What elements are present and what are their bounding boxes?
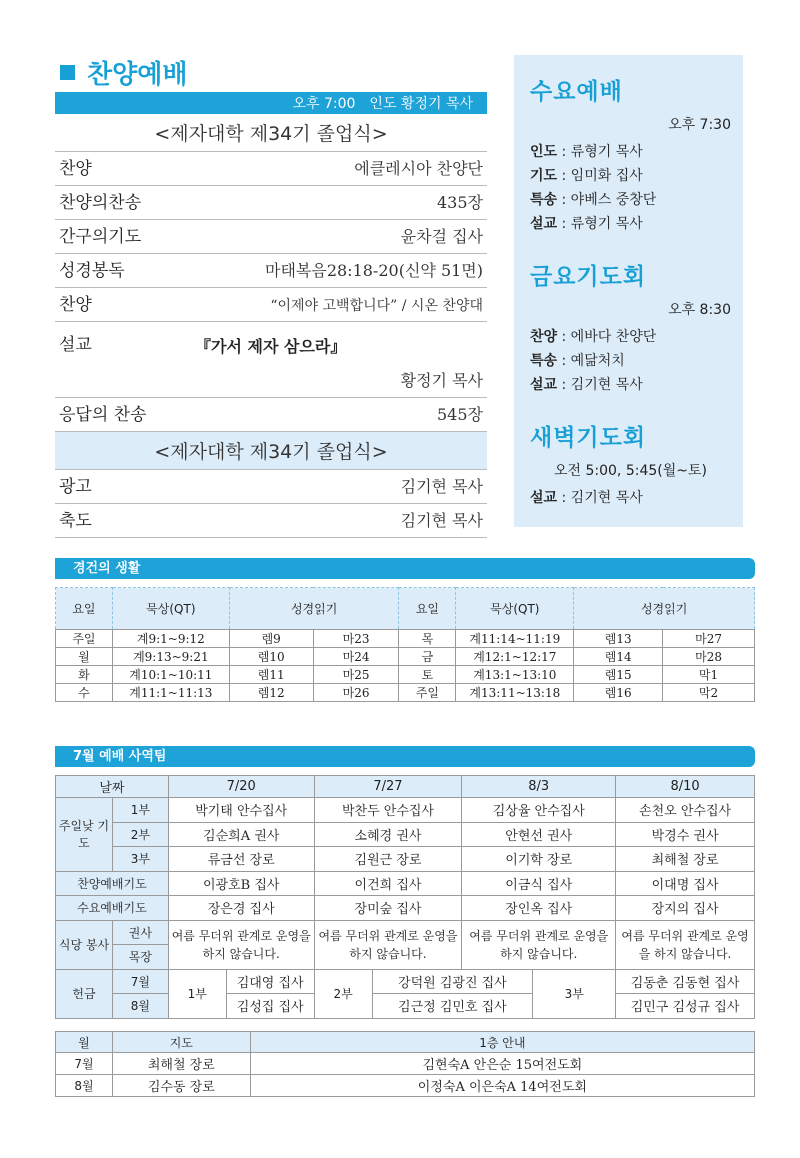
table-row <box>56 684 755 702</box>
table-header-row <box>56 776 755 798</box>
order-label: 찬양 <box>59 295 92 315</box>
sermon-label: 설교 <box>59 335 92 355</box>
meal-note: 여름 무더위 관계로 운영을 하지 않습니다. <box>616 920 755 969</box>
line-value: : 임미화 집사 <box>557 168 643 184</box>
order-row <box>55 152 487 186</box>
praise-time-bar <box>55 92 487 114</box>
wed-prayer-label: 수요예배기도 <box>56 896 169 921</box>
qt-cell: 계12:1~12:17 <box>456 648 574 666</box>
line-value: : 에바다 찬양단 <box>557 329 657 345</box>
order-value: 마태복음28:18-20(신약 51면) <box>265 261 483 280</box>
part-label: 2부 <box>112 822 168 847</box>
friday-line <box>530 373 733 397</box>
offering-cell: 김대영 집사 <box>226 969 314 994</box>
line-key: 찬양 <box>530 329 558 345</box>
day-cell: 목 <box>399 630 456 648</box>
graduation-banner-2: <제자대학 제34기 졸업식> <box>55 432 487 470</box>
prayer-cell: 소혜경 권사 <box>314 822 462 847</box>
reading-cell: 마27 <box>663 630 755 648</box>
prayer-cell: 박경수 권사 <box>616 822 755 847</box>
reading-cell: 렘12 <box>229 684 313 702</box>
sermon-title: 『가서 제자 삼으라』 <box>195 337 347 356</box>
order-value: 435장 <box>437 193 483 212</box>
wednesday-line <box>530 212 733 236</box>
day-cell: 주일 <box>56 630 113 648</box>
table-row <box>56 822 755 847</box>
col-guide: 지도 <box>112 1032 250 1053</box>
prayer-cell: 박찬두 안수집사 <box>314 798 462 823</box>
qt-cell: 계9:13~9:21 <box>112 648 229 666</box>
service-team-header: 7월 예배 사역팀 <box>55 746 755 767</box>
praise-worship-section <box>55 55 487 538</box>
prayer-cell: 류금선 장로 <box>168 847 314 872</box>
col-qt: 묵상(QT) <box>456 588 574 630</box>
guide-cell: 김수동 장로 <box>112 1075 250 1097</box>
reading-cell: 렘16 <box>574 684 663 702</box>
table-row <box>56 1075 755 1097</box>
reading-cell: 렘11 <box>229 666 313 684</box>
reading-cell: 마28 <box>663 648 755 666</box>
square-bullet-icon <box>60 65 75 80</box>
prayer-cell: 장지의 집사 <box>616 896 755 921</box>
meal-note: 여름 무더위 관계로 운영을 하지 않습니다. <box>314 920 462 969</box>
col-qt: 묵상(QT) <box>112 588 229 630</box>
prayer-cell: 이광호B 집사 <box>168 871 314 896</box>
table-header-row <box>56 588 755 630</box>
reading-cell: 막2 <box>663 684 755 702</box>
reading-cell: 마26 <box>313 684 399 702</box>
table-row <box>56 896 755 921</box>
offering-part: 2부 <box>314 969 372 1018</box>
floor-cell: 김현숙A 안은순 15여전도회 <box>250 1053 754 1075</box>
order-label: 찬양 <box>59 159 92 179</box>
col-day: 요일 <box>56 588 113 630</box>
reading-cell: 렘13 <box>574 630 663 648</box>
order-label: 응답의 찬송 <box>59 405 147 425</box>
table-header-row <box>56 1032 755 1053</box>
offering-month: 8월 <box>112 994 168 1019</box>
line-value: : 예닮처치 <box>557 353 625 369</box>
wednesday-time: 오후 7:30 <box>668 117 731 133</box>
prayer-cell: 최해철 장로 <box>616 847 755 872</box>
line-value: : 김기현 목사 <box>557 377 643 393</box>
wednesday-line <box>530 140 733 164</box>
part-label: 1부 <box>112 798 168 823</box>
line-key: 특송 <box>530 192 558 208</box>
reading-cell: 렘15 <box>574 666 663 684</box>
praise-time: 오후 7:00 <box>292 96 356 112</box>
reading-cell: 마23 <box>313 630 399 648</box>
qt-cell: 계13:1~13:10 <box>456 666 574 684</box>
order-label: 찬양의찬송 <box>59 193 142 213</box>
friday-line <box>530 325 733 349</box>
wednesday-line <box>530 164 733 188</box>
month-cell: 7월 <box>56 1053 113 1075</box>
col-floor: 1층 안내 <box>250 1032 754 1053</box>
offering-month: 7월 <box>112 969 168 994</box>
table-row <box>56 969 755 994</box>
meal-note: 여름 무더위 관계로 운영을 하지 않습니다. <box>168 920 314 969</box>
prayer-cell: 김원근 장로 <box>314 847 462 872</box>
order-row <box>55 504 487 538</box>
order-value: 김기현 목사 <box>400 477 483 496</box>
dawn-title: 새벽기도회 <box>530 425 647 451</box>
col-month: 월 <box>56 1032 113 1053</box>
graduation-banner: <제자대학 제34기 졸업식> <box>55 114 487 152</box>
table-row <box>56 847 755 872</box>
table-row <box>56 666 755 684</box>
response-hymn-row <box>55 398 487 432</box>
praise-prayer-label: 찬양예배기도 <box>56 871 169 896</box>
offering-cell: 김민구 김성규 집사 <box>616 994 755 1019</box>
qt-cell: 계9:1~9:12 <box>112 630 229 648</box>
meal-label: 식당 봉사 <box>56 920 113 969</box>
wednesday-title: 수요예배 <box>530 79 623 105</box>
day-cell: 주일 <box>399 684 456 702</box>
praise-leader: 인도 황정기 목사 <box>369 96 473 112</box>
order-row <box>55 186 487 220</box>
date-cell: 8/3 <box>462 776 616 798</box>
line-key: 설교 <box>530 216 558 232</box>
offering-cell: 김성집 집사 <box>226 994 314 1019</box>
col-reading: 성경읽기 <box>574 588 755 630</box>
reading-cell: 마24 <box>313 648 399 666</box>
offering-label: 헌금 <box>56 969 113 1018</box>
meal-sub-label: 권사 <box>112 920 168 945</box>
reading-cell: 마25 <box>313 666 399 684</box>
table-row <box>56 920 755 945</box>
reading-cell: 렘9 <box>229 630 313 648</box>
order-value: 545장 <box>437 405 483 424</box>
prayer-cell: 김상율 안수집사 <box>462 798 616 823</box>
line-key: 특송 <box>530 353 558 369</box>
table-row <box>56 798 755 823</box>
order-label: 축도 <box>59 511 92 531</box>
part-label: 3부 <box>112 847 168 872</box>
prayer-cell: 안현선 권사 <box>462 822 616 847</box>
offering-cell: 김동춘 김동현 집사 <box>616 969 755 994</box>
date-cell: 8/10 <box>616 776 755 798</box>
line-key: 설교 <box>530 377 558 393</box>
line-key: 설교 <box>530 490 558 506</box>
prayer-cell: 손천오 안수집사 <box>616 798 755 823</box>
reading-cell: 렘10 <box>229 648 313 666</box>
monthly-guide-table <box>55 1031 755 1097</box>
prayer-cell: 장인옥 집사 <box>462 896 616 921</box>
offering-part: 1부 <box>168 969 226 1018</box>
meal-note: 여름 무더위 관계로 운영을 하지 않습니다. <box>462 920 616 969</box>
day-cell: 화 <box>56 666 113 684</box>
line-value: : 류형기 목사 <box>557 144 643 160</box>
praise-title-text: 찬양예배 <box>87 59 188 90</box>
col-reading: 성경읽기 <box>229 588 399 630</box>
day-cell: 토 <box>399 666 456 684</box>
line-key: 인도 <box>530 144 558 160</box>
qt-cell: 계10:1~10:11 <box>112 666 229 684</box>
date-cell: 7/27 <box>314 776 462 798</box>
prayer-cell: 장은경 집사 <box>168 896 314 921</box>
qt-cell: 계13:11~13:18 <box>456 684 574 702</box>
line-value: : 류형기 목사 <box>557 216 643 232</box>
sermon-row <box>55 322 487 398</box>
friday-line <box>530 349 733 373</box>
day-cell: 수 <box>56 684 113 702</box>
prayer-cell: 박기태 안수집사 <box>168 798 314 823</box>
qt-cell: 계11:14~11:19 <box>456 630 574 648</box>
order-row <box>55 220 487 254</box>
dawn-line <box>530 486 733 510</box>
order-value: 김기현 목사 <box>400 511 483 530</box>
service-team-table <box>55 775 755 1019</box>
month-cell: 8월 <box>56 1075 113 1097</box>
line-key: 기도 <box>530 168 558 184</box>
offering-cell: 강덕원 김광진 집사 <box>372 969 533 994</box>
praise-title <box>55 55 487 89</box>
table-row <box>56 630 755 648</box>
prayer-cell: 이기학 장로 <box>462 847 616 872</box>
order-row <box>55 470 487 504</box>
order-value: “이제야 고백합니다” / 시온 찬양대 <box>270 298 483 314</box>
order-label: 간구의기도 <box>59 227 142 247</box>
line-value: : 야베스 중창단 <box>557 192 657 208</box>
devotional-header: 경건의 생활 <box>55 558 755 579</box>
prayer-cell: 이대명 집사 <box>616 871 755 896</box>
guide-cell: 최해철 장로 <box>112 1053 250 1075</box>
reading-cell: 막1 <box>663 666 755 684</box>
sunday-prayer-label: 주일낮 기도 <box>56 798 113 872</box>
order-value: 에클레시아 찬양단 <box>354 159 483 178</box>
col-day: 요일 <box>399 588 456 630</box>
wednesday-line <box>530 188 733 212</box>
prayer-cell: 장미숲 집사 <box>314 896 462 921</box>
offering-cell: 김근정 김민호 집사 <box>372 994 533 1019</box>
friday-time: 오후 8:30 <box>668 302 731 318</box>
friday-title: 금요기도회 <box>530 264 647 290</box>
day-cell: 금 <box>399 648 456 666</box>
qt-cell: 계11:1~11:13 <box>112 684 229 702</box>
meal-sub-label: 목장 <box>112 945 168 970</box>
table-row <box>56 1053 755 1075</box>
table-row <box>56 994 755 1019</box>
prayer-cell: 김순희A 권사 <box>168 822 314 847</box>
devotional-table <box>55 587 755 702</box>
line-value: : 김기현 목사 <box>557 490 643 506</box>
order-value: 윤차걸 집사 <box>400 227 483 246</box>
table-row <box>56 871 755 896</box>
order-label: 성경봉독 <box>59 261 125 281</box>
weekly-services-panel <box>514 55 743 527</box>
order-row <box>55 254 487 288</box>
date-cell: 7/20 <box>168 776 314 798</box>
order-row <box>55 288 487 322</box>
sermon-preacher: 황정기 목사 <box>400 371 483 390</box>
floor-cell: 이정숙A 이은숙A 14여전도회 <box>250 1075 754 1097</box>
date-label: 날짜 <box>56 776 169 798</box>
order-label: 광고 <box>59 477 92 497</box>
day-cell: 월 <box>56 648 113 666</box>
prayer-cell: 이금식 집사 <box>462 871 616 896</box>
prayer-cell: 이건희 집사 <box>314 871 462 896</box>
dawn-time: 오전 5:00, 5:45(월~토) <box>554 463 707 479</box>
table-row <box>56 648 755 666</box>
offering-part: 3부 <box>533 969 616 1018</box>
reading-cell: 렘14 <box>574 648 663 666</box>
